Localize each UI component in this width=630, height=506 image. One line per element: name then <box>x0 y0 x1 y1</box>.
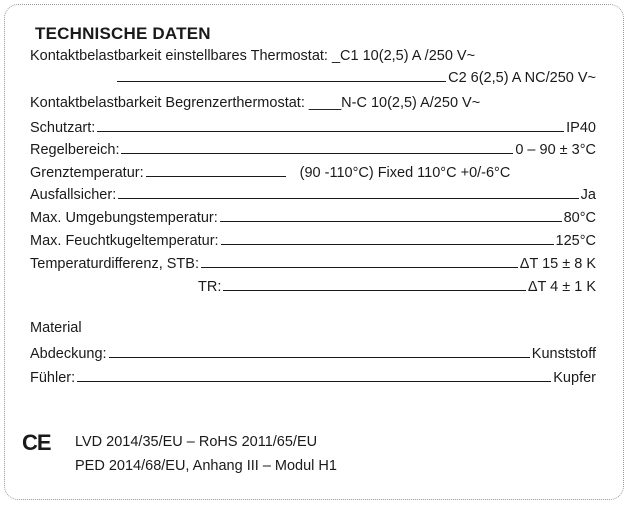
row-temperature-difference-tr <box>198 275 596 295</box>
row-contact-load-thermostat <box>30 44 596 64</box>
leader-line <box>118 198 578 199</box>
row-max-ambient-temperature <box>30 206 596 226</box>
row-value: 0 – 90 ± 3°C <box>515 142 596 158</box>
row-value: Ja <box>580 187 596 203</box>
row-control-range <box>30 138 596 158</box>
row-label: TR: <box>198 279 222 295</box>
row-label: Kontaktbelastbarkeit einstellbares Thermostat: _ <box>30 48 341 64</box>
row-limit-temperature <box>30 161 596 181</box>
row-value: 80°C <box>563 210 596 226</box>
row-cover-material <box>30 342 596 362</box>
directive-line-2: PED 2014/68/EU, Anhang III – Modul H1 <box>75 458 337 474</box>
row-value: C1 10(2,5) A /250 V~ <box>340 48 476 64</box>
row-fail-safe <box>30 183 596 203</box>
material-heading: Material <box>30 320 82 336</box>
row-max-wet-bulb-temperature <box>30 229 596 249</box>
leader-line <box>97 131 564 132</box>
row-protection-class <box>30 116 596 136</box>
row-temperature-difference-stb <box>30 252 596 272</box>
row-label: Kontaktbelastbarkeit Begrenzerthermostat: ____ <box>30 95 342 111</box>
row-label: Ausfallsicher: <box>30 187 117 203</box>
directive-line-1: LVD 2014/35/EU – RoHS 2011/65/EU <box>75 434 318 450</box>
row-label: Grenztemperatur: <box>30 165 144 181</box>
row-sensor-material <box>30 366 596 386</box>
row-contact-load-limiter <box>30 91 596 111</box>
row-label: Fühler: <box>30 370 76 386</box>
row-value: ΔT 15 ± 8 K <box>519 256 596 272</box>
row-label: Temperaturdifferenz, STB: <box>30 256 199 272</box>
row-value: C2 6(2,5) A NC/250 V~ <box>448 70 596 86</box>
leader-line <box>220 221 562 222</box>
leader-line <box>117 81 446 82</box>
leader-line <box>109 357 530 358</box>
leader-line <box>221 244 554 245</box>
row-label: Max. Feuchtkugeltemperatur: <box>30 233 219 249</box>
row-value: N-C 10(2,5) A/250 V~ <box>341 95 481 111</box>
row-label: Abdeckung: <box>30 346 107 362</box>
ce-mark-icon: CE <box>22 430 51 455</box>
row-contact-load-thermostat-c2 <box>115 66 596 86</box>
row-value: (90 -110°C) Fixed 110°C +0/-6°C <box>299 165 511 181</box>
row-value: IP40 <box>566 120 596 136</box>
page-title: TECHNISCHE DATEN <box>35 24 211 43</box>
row-label: Max. Umgebungstemperatur: <box>30 210 218 226</box>
row-value: Kunststoff <box>531 346 596 362</box>
leader-line <box>146 176 286 177</box>
row-value: ΔT 4 ± 1 K <box>527 279 596 295</box>
leader-line <box>201 267 518 268</box>
leader-line <box>223 290 525 291</box>
row-value: 125°C <box>555 233 596 249</box>
row-label: Regelbereich: <box>30 142 120 158</box>
row-value: Kupfer <box>553 370 596 386</box>
leader-line <box>77 381 551 382</box>
row-label: Schutzart: <box>30 120 96 136</box>
leader-line <box>121 153 513 154</box>
